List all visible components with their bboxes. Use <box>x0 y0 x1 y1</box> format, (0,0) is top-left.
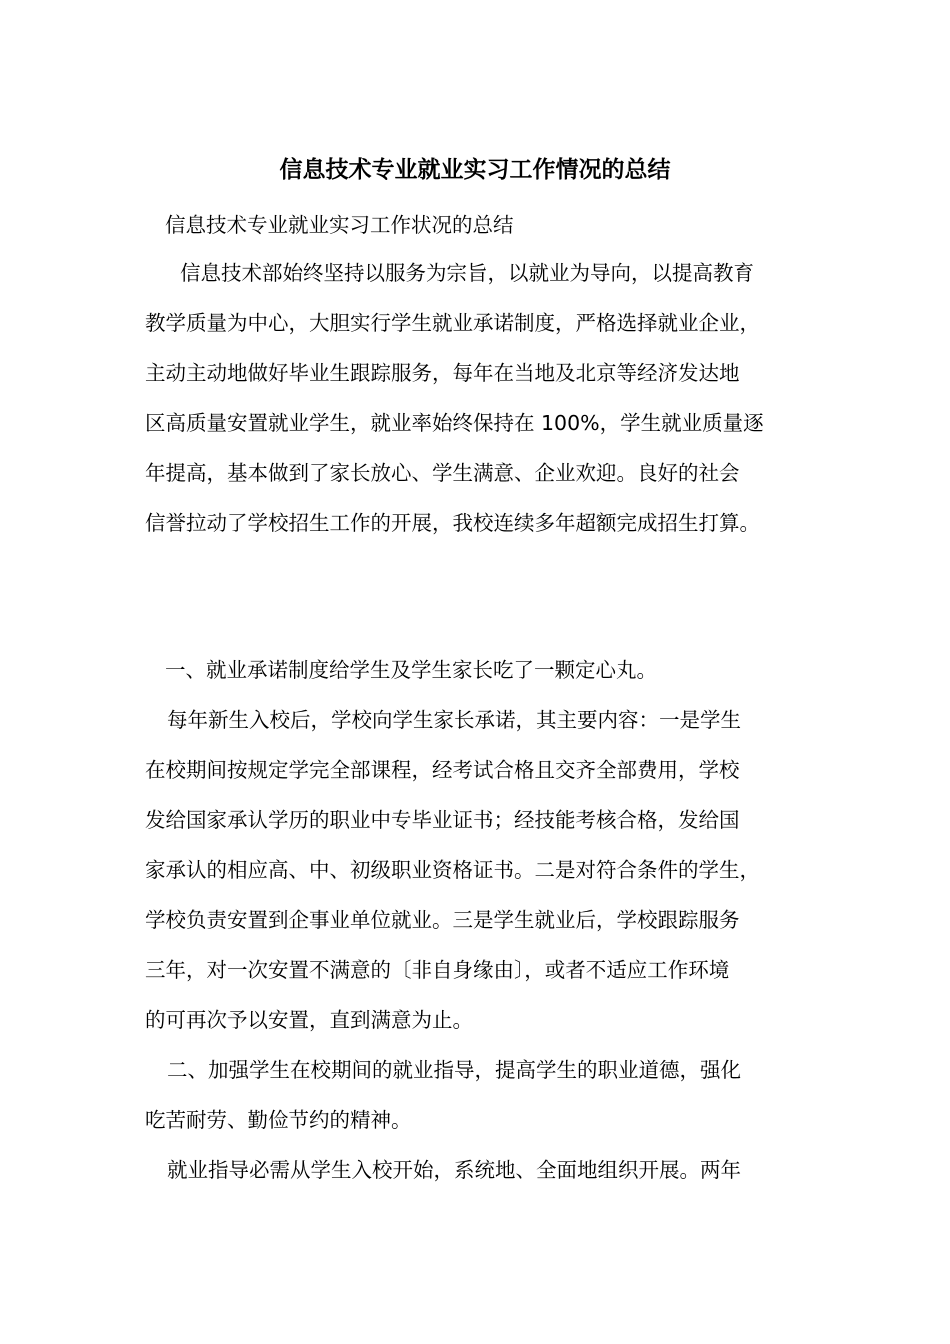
paragraph-line: 的可再次予以安置，直到满意为止。 <box>145 1008 473 1032</box>
paragraph-line: 信誉拉动了学校招生工作的开展，我校连续多年超额完成招生打算。 <box>145 511 760 535</box>
paragraph-line: 发给国家承认学历的职业中专毕业证书；经技能考核合格，发给国 <box>145 808 740 832</box>
section-heading: 一、就业承诺制度给学生及学生家长吃了一颗定心丸。 <box>165 658 657 682</box>
paragraph-line: 三年，对一次安置不满意的〔非自身缘由〕，或者不适应工作环境 <box>145 958 730 982</box>
paragraph-line: 学校负责安置到企事业单位就业。三是学生就业后，学校跟踪服务 <box>145 908 740 932</box>
paragraph-line: 主动主动地做好毕业生跟踪服务，每年在当地及北京等经济发达地 <box>145 361 740 385</box>
paragraph-line: 每年新生入校后，学校向学生家长承诺，其主要内容：一是学生 <box>167 708 741 732</box>
paragraph-line: 区高质量安置就业学生，就业率始终保持在 100%，学生就业质量逐 <box>145 411 764 435</box>
paragraph-line: 年提高，基本做到了家长放心、学生满意、企业欢迎。良好的社会 <box>145 461 740 485</box>
section-heading-continuation: 吃苦耐劳、勤俭节约的精神。 <box>145 1108 412 1132</box>
document-title: 信息技术专业就业实习工作情况的总结 <box>279 157 671 183</box>
paragraph-line: 教学质量为中心，大胆实行学生就业承诺制度，严格选择就业企业， <box>145 311 760 335</box>
paragraph-line: 就业指导必需从学生入校开始，系统地、全面地组织开展。两年 <box>167 1158 741 1182</box>
paragraph-line: 家承认的相应高、中、初级职业资格证书。二是对符合条件的学生， <box>145 858 760 882</box>
paragraph-line: 在校期间按规定学完全部课程，经考试合格且交齐全部费用，学校 <box>145 758 740 782</box>
section-heading: 二、加强学生在校期间的就业指导，提高学生的职业道德，强化 <box>167 1058 741 1082</box>
subtitle-line: 信息技术专业就业实习工作状况的总结 <box>165 213 514 237</box>
paragraph-line: 信息技术部始终坚持以服务为宗旨，以就业为导向，以提高教育 <box>180 261 754 285</box>
